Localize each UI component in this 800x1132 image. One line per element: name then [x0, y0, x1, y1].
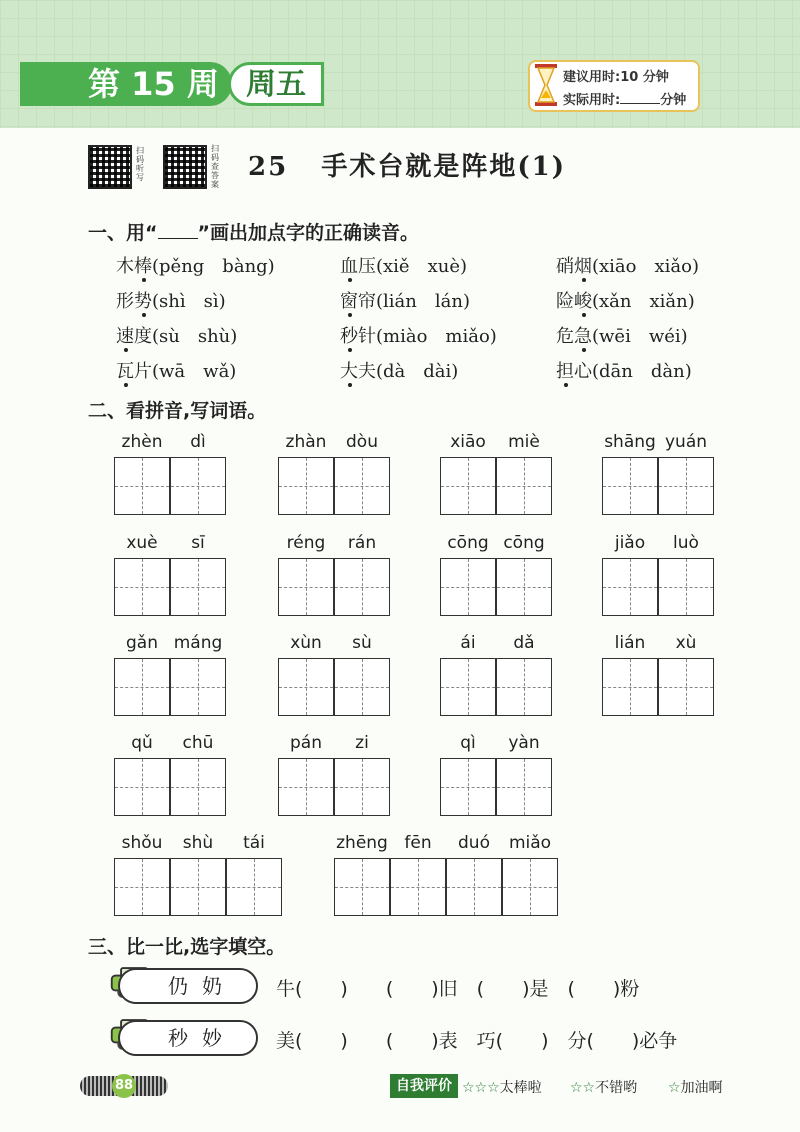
writing-cell[interactable]: [334, 658, 390, 716]
self-eval-label: 自我评价: [390, 1074, 458, 1098]
pinyin-label: yàn: [508, 733, 540, 753]
pinyin-label: chū: [182, 733, 214, 753]
reading-item[interactable]: 秒针(miào miǎo): [340, 326, 497, 347]
rating-great[interactable]: ☆☆☆太棒啦: [462, 1080, 542, 1096]
writing-cell[interactable]: [390, 858, 446, 916]
reading-item[interactable]: 硝烟(xiāo xiǎo): [556, 256, 699, 277]
writing-cell[interactable]: [170, 457, 226, 515]
day-label: 周五: [228, 62, 324, 106]
pinyin-label: dǎ: [513, 633, 535, 653]
emphasis-dot: [124, 348, 128, 352]
pinyin-label: fēn: [404, 833, 432, 853]
pinyin-label: rán: [347, 533, 377, 553]
writing-cell[interactable]: [502, 858, 558, 916]
writing-cell[interactable]: [440, 558, 496, 616]
emphasis-dot: [348, 278, 352, 282]
reading-item[interactable]: 窗帘(lián lán): [340, 291, 470, 312]
writing-cell[interactable]: [440, 457, 496, 515]
reading-item[interactable]: 危急(wēi wéi): [556, 326, 688, 347]
star-icon: ☆: [668, 1080, 681, 1096]
pinyin-label: máng: [173, 633, 223, 653]
writing-cell[interactable]: [658, 558, 714, 616]
emphasis-dot: [348, 313, 352, 317]
writing-cell[interactable]: [334, 758, 390, 816]
pinyin-label: pán: [290, 733, 322, 753]
pinyin-label: xuè: [126, 533, 158, 553]
writing-cell[interactable]: [278, 758, 334, 816]
emphasis-dot: [582, 313, 586, 317]
writing-cell[interactable]: [602, 658, 658, 716]
char-pair-label: 秒妙: [118, 1020, 258, 1056]
writing-cell[interactable]: [602, 457, 658, 515]
pinyin-label: shù: [182, 833, 214, 853]
writing-cell[interactable]: [170, 858, 226, 916]
pinyin-label: jiǎo: [614, 533, 646, 553]
writing-cell[interactable]: [334, 858, 390, 916]
pinyin-label: cōng: [503, 533, 545, 553]
writing-cell[interactable]: [440, 658, 496, 716]
writing-cell[interactable]: [440, 758, 496, 816]
fill-blank-row[interactable]: 美( ) ( )表 巧( ) 分( )必争: [276, 1030, 678, 1052]
pinyin-label: zhèn: [121, 432, 163, 452]
writing-cell[interactable]: [658, 658, 714, 716]
writing-cell[interactable]: [170, 658, 226, 716]
writing-cell[interactable]: [496, 558, 552, 616]
reading-item[interactable]: 险峻(xǎn xiǎn): [556, 291, 695, 312]
reading-item[interactable]: 担心(dān dàn): [556, 361, 692, 382]
writing-cell[interactable]: [170, 758, 226, 816]
qr-code-answers[interactable]: [163, 145, 207, 189]
writing-cell[interactable]: [334, 558, 390, 616]
writing-cell[interactable]: [114, 858, 170, 916]
pinyin-label: sī: [191, 533, 205, 553]
star-icon: ☆☆: [570, 1080, 596, 1096]
pinyin-label: xiāo: [450, 432, 486, 452]
writing-cell[interactable]: [226, 858, 282, 916]
writing-cell[interactable]: [334, 457, 390, 515]
writing-cell[interactable]: [170, 558, 226, 616]
writing-cell[interactable]: [496, 457, 552, 515]
section1-title: 一、用“ ”画出加点字的正确读音。: [88, 222, 419, 244]
pinyin-label: dì: [190, 432, 206, 452]
pinyin-label: xùn: [290, 633, 322, 653]
reading-item[interactable]: 木棒(pěng bàng): [116, 256, 275, 277]
writing-cell[interactable]: [114, 457, 170, 515]
reading-item[interactable]: 大夫(dà dài): [340, 361, 459, 382]
emphasis-dot: [564, 383, 568, 387]
writing-cell[interactable]: [278, 658, 334, 716]
fill-blank-row[interactable]: 牛( ) ( )旧 ( )是 ( )粉: [276, 978, 640, 1000]
pinyin-label: zhēng: [336, 833, 388, 853]
reading-item[interactable]: 形势(shì sì): [116, 291, 226, 312]
pinyin-label: gǎn: [126, 633, 158, 653]
writing-cell[interactable]: [496, 658, 552, 716]
pinyin-label: sù: [352, 633, 372, 653]
week-label: 第 15 周: [20, 62, 232, 106]
reading-item[interactable]: 速度(sù shù): [116, 326, 238, 347]
pinyin-label: zi: [355, 733, 369, 753]
pinyin-label: qì: [460, 733, 476, 753]
pinyin-label: dòu: [346, 432, 378, 452]
writing-cell[interactable]: [114, 558, 170, 616]
qr-code-dictation[interactable]: [88, 145, 132, 189]
emphasis-dot: [582, 278, 586, 282]
page-number: 88: [112, 1074, 136, 1098]
pinyin-label: zhàn: [285, 432, 327, 452]
emphasis-dot: [582, 348, 586, 352]
pinyin-label: miè: [508, 432, 540, 452]
actual-time: 实际用时: 分钟: [563, 93, 687, 108]
qr-caption-dictation: 扫码听写: [136, 146, 144, 182]
section2-title: 二、看拼音,写词语。: [88, 400, 267, 422]
emphasis-dot: [124, 383, 128, 387]
emphasis-dot: [142, 278, 146, 282]
pinyin-label: tái: [243, 833, 265, 853]
emphasis-dot: [142, 313, 146, 317]
pinyin-label: shāng: [604, 432, 656, 452]
pinyin-label: miǎo: [508, 833, 552, 853]
lesson-title: 25 手术台就是阵地(1): [248, 152, 567, 182]
writing-cell[interactable]: [602, 558, 658, 616]
pinyin-label: qǔ: [131, 733, 153, 753]
rating-good[interactable]: ☆☆不错哟: [570, 1080, 638, 1096]
reading-item[interactable]: 瓦片(wā wǎ): [116, 361, 237, 382]
writing-cell[interactable]: [114, 658, 170, 716]
writing-cell[interactable]: [446, 858, 502, 916]
pinyin-label: duó: [458, 833, 490, 853]
reading-item[interactable]: 血压(xiě xuè): [340, 256, 468, 277]
rating-keep[interactable]: ☆加油啊: [668, 1080, 723, 1096]
emphasis-dot: [348, 383, 352, 387]
char-pair-label: 仍奶: [118, 968, 258, 1004]
writing-cell[interactable]: [496, 758, 552, 816]
pinyin-label: xù: [675, 633, 697, 653]
star-icon: ☆☆☆: [462, 1080, 500, 1096]
section3-title: 三、比一比,选字填空。: [88, 936, 286, 958]
pinyin-label: lián: [614, 633, 646, 653]
pinyin-label: luò: [673, 533, 699, 553]
writing-cell[interactable]: [278, 558, 334, 616]
qr-caption-answers: 扫码查答案: [211, 144, 219, 189]
writing-cell[interactable]: [658, 457, 714, 515]
hourglass-icon: [533, 64, 559, 106]
emphasis-dot: [348, 348, 352, 352]
suggested-time: 建议用时:10 分钟: [563, 70, 669, 85]
pinyin-label: shǒu: [121, 833, 163, 853]
writing-cell[interactable]: [278, 457, 334, 515]
pinyin-label: ái: [460, 633, 476, 653]
pinyin-label: yuán: [664, 432, 708, 452]
pinyin-label: cōng: [447, 533, 489, 553]
writing-cell[interactable]: [114, 758, 170, 816]
pinyin-label: réng: [286, 533, 326, 553]
